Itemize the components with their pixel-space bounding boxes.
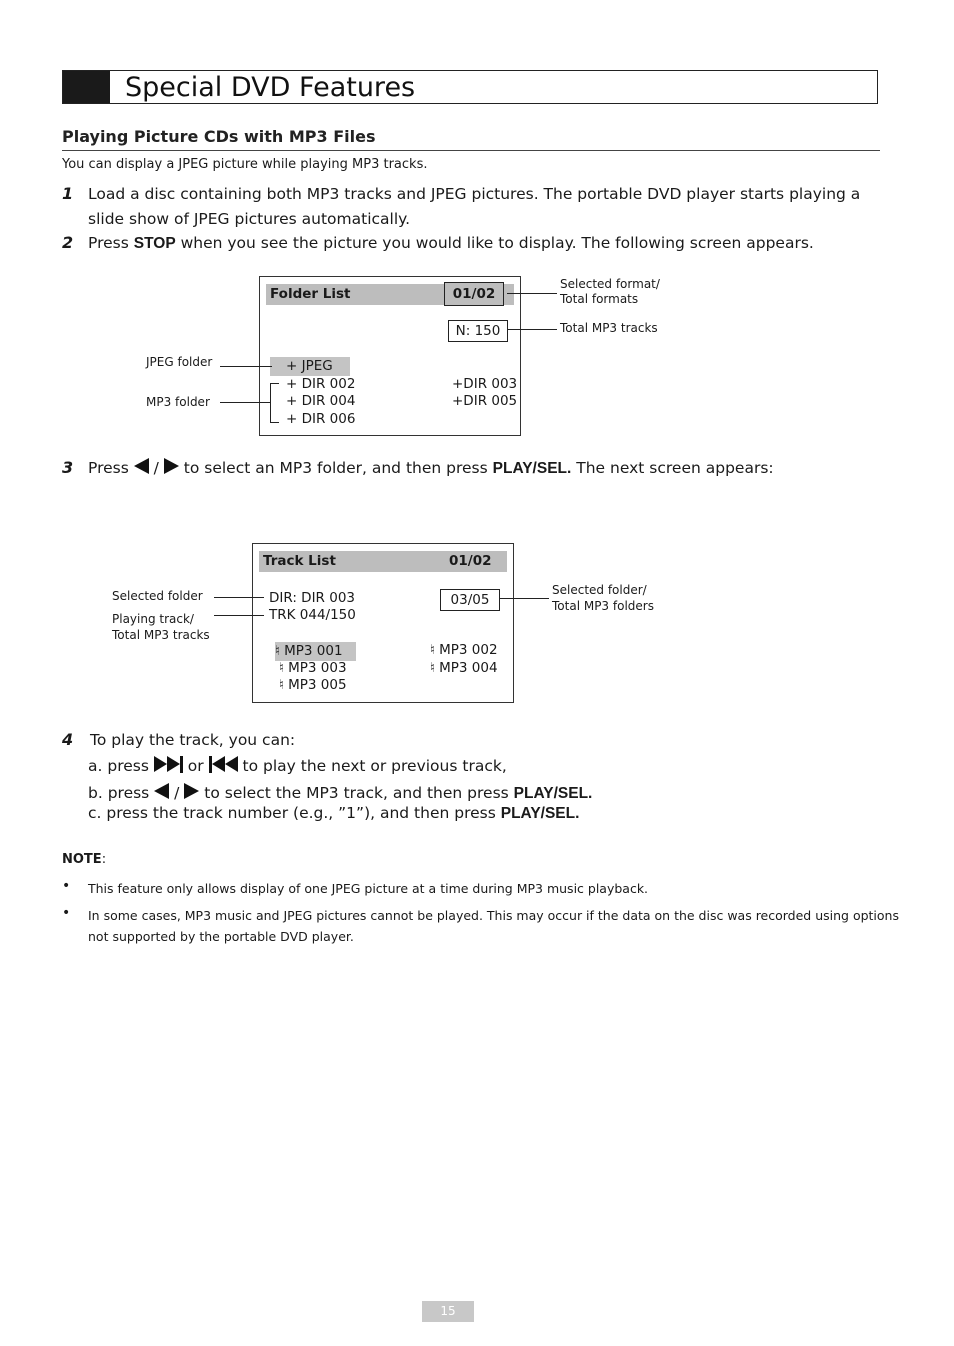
play-sel-keyword: PLAY/SEL. bbox=[492, 460, 572, 477]
folder-dir-003: +DIR 003 bbox=[452, 376, 518, 392]
bullet-icon: • bbox=[62, 878, 71, 894]
folder-jpeg: + JPEG bbox=[270, 357, 350, 376]
track-label: MP3 005 bbox=[288, 677, 347, 693]
label-total-formats: Total formats bbox=[560, 292, 639, 306]
left-triangle-icon bbox=[134, 458, 149, 474]
step-4-b-sep: / bbox=[174, 784, 180, 802]
callout-line-tracks bbox=[507, 329, 557, 330]
track-label: MP3 003 bbox=[288, 660, 347, 676]
left-triangle-icon bbox=[154, 783, 169, 799]
callout-bracket-bottom bbox=[270, 422, 279, 423]
step-2-post: when you see the picture you would like to display. The following screen appears. bbox=[180, 234, 814, 252]
step-4-c bbox=[88, 801, 579, 826]
note-bullet-2-line-1: In some cases, MP3 music and JPEG pictures cannot be played. This may occur if the data on the disc was recorded using options bbox=[88, 908, 899, 923]
track-mp3-001 bbox=[275, 642, 356, 661]
folder-dir-002: + DIR 002 bbox=[286, 376, 356, 392]
section-rule bbox=[62, 150, 880, 151]
title-bar bbox=[62, 70, 878, 104]
track-label: MP3 004 bbox=[439, 660, 498, 676]
music-note-icon: ♮ bbox=[430, 642, 435, 658]
skip-previous-icon bbox=[209, 757, 238, 775]
label-jpeg-folder: JPEG folder bbox=[146, 355, 213, 369]
step-4-b-post: to select the MP3 track, and then press bbox=[204, 784, 509, 802]
page-number: 15 bbox=[422, 1301, 474, 1322]
step-2-text bbox=[88, 231, 814, 256]
music-note-icon: ♮ bbox=[279, 677, 284, 693]
music-note-icon: ♮ bbox=[275, 643, 280, 659]
note-bullet-2-line-2: not supported by the portable DVD player. bbox=[88, 929, 354, 944]
step-4-a-post: to play the next or previous track, bbox=[242, 757, 507, 775]
track-list-screen bbox=[252, 543, 514, 703]
bullet-icon: • bbox=[62, 905, 71, 921]
label-selected-folder-2: Selected folder/ bbox=[552, 583, 647, 597]
step-4-a-or: or bbox=[187, 757, 204, 775]
section-heading: Playing Picture CDs with MP3 Files bbox=[62, 127, 376, 146]
title-block bbox=[63, 71, 110, 103]
folder-dir-004: + DIR 004 bbox=[286, 393, 356, 409]
current-dir: DIR: DIR 003 bbox=[269, 590, 355, 606]
step-4-intro: To play the track, you can: bbox=[90, 731, 296, 749]
callout-line-format bbox=[507, 293, 557, 294]
step-4-b-pre: b. press bbox=[88, 784, 150, 802]
track-mp3-003 bbox=[279, 660, 347, 676]
right-triangle-icon bbox=[184, 783, 199, 799]
track-mp3-004 bbox=[430, 660, 498, 676]
step-1-number: 1 bbox=[62, 184, 74, 203]
track-label: MP3 002 bbox=[439, 642, 498, 658]
skip-next-icon bbox=[154, 757, 183, 775]
step-1-line-1: Load a disc containing both MP3 tracks and JPEG pictures. The portable DVD player starts playing a bbox=[88, 185, 861, 203]
label-total-mp3-tracks-2: Total MP3 tracks bbox=[112, 628, 210, 642]
callout-line-folders bbox=[499, 598, 549, 599]
format-count-box: 01/02 bbox=[444, 282, 504, 306]
step-3-mid: to select an MP3 folder, and then press bbox=[183, 459, 488, 477]
step-4-a-pre: a. press bbox=[88, 757, 149, 775]
callout-line-selected-folder bbox=[214, 597, 264, 598]
step-3-number: 3 bbox=[62, 458, 74, 477]
track-list-count: 01/02 bbox=[449, 553, 492, 569]
callout-bracket-top bbox=[270, 383, 279, 384]
intro-text: You can display a JPEG picture while playing MP3 tracks. bbox=[62, 157, 428, 172]
total-tracks-box: N: 150 bbox=[448, 320, 508, 342]
music-note-icon: ♮ bbox=[279, 660, 284, 676]
track-label: MP3 001 bbox=[284, 643, 343, 659]
callout-line-mp3 bbox=[220, 402, 270, 403]
step-4-a bbox=[88, 754, 507, 779]
play-sel-keyword: PLAY/SEL. bbox=[513, 785, 593, 802]
note-colon: : bbox=[101, 852, 107, 867]
label-total-mp3-folders: Total MP3 folders bbox=[552, 599, 654, 613]
folder-list-title: Folder List bbox=[270, 286, 351, 302]
music-note-icon: ♮ bbox=[430, 660, 435, 676]
label-mp3-folder: MP3 folder bbox=[146, 395, 210, 409]
callout-line-jpeg bbox=[220, 366, 272, 367]
track-mp3-002 bbox=[430, 642, 498, 658]
track-list-title: Track List bbox=[263, 553, 336, 569]
step-2-number: 2 bbox=[62, 233, 74, 252]
step-3-post: The next screen appears: bbox=[576, 459, 774, 477]
step-2-pre: Press bbox=[88, 234, 129, 252]
track-mp3-005 bbox=[279, 677, 347, 693]
label-selected-format: Selected format/ bbox=[560, 277, 660, 291]
callout-bracket-mp3 bbox=[270, 383, 271, 423]
label-playing-track: Playing track/ bbox=[112, 612, 194, 626]
step-3-pre: Press bbox=[88, 459, 129, 477]
track-list-header bbox=[259, 551, 507, 572]
folder-list-screen bbox=[259, 276, 521, 436]
label-selected-folder: Selected folder bbox=[112, 589, 203, 603]
right-triangle-icon bbox=[164, 458, 179, 474]
note-bullet-1: This feature only allows display of one JPEG picture at a time during MP3 music playback. bbox=[88, 881, 649, 896]
callout-line-playing-track bbox=[214, 615, 264, 616]
current-track: TRK 044/150 bbox=[269, 607, 356, 623]
folder-count-box: 03/05 bbox=[440, 589, 500, 611]
step-4-c-pre: c. press the track number (e.g., ”1”), and then press bbox=[88, 804, 496, 822]
step-1-line-2: slide show of JPEG pictures automatically. bbox=[88, 210, 411, 228]
step-3-sep: / bbox=[153, 459, 159, 477]
folder-dir-005: +DIR 005 bbox=[452, 393, 518, 409]
play-sel-keyword: PLAY/SEL. bbox=[500, 805, 580, 822]
page-title: Special DVD Features bbox=[125, 72, 416, 103]
note-heading bbox=[62, 852, 106, 867]
note-label: NOTE bbox=[62, 852, 102, 867]
label-total-mp3-tracks: Total MP3 tracks bbox=[560, 321, 658, 335]
step-4-number: 4 bbox=[62, 730, 74, 749]
stop-keyword: STOP bbox=[133, 235, 176, 252]
folder-dir-006: + DIR 006 bbox=[286, 411, 356, 427]
step-3-text bbox=[88, 456, 774, 481]
